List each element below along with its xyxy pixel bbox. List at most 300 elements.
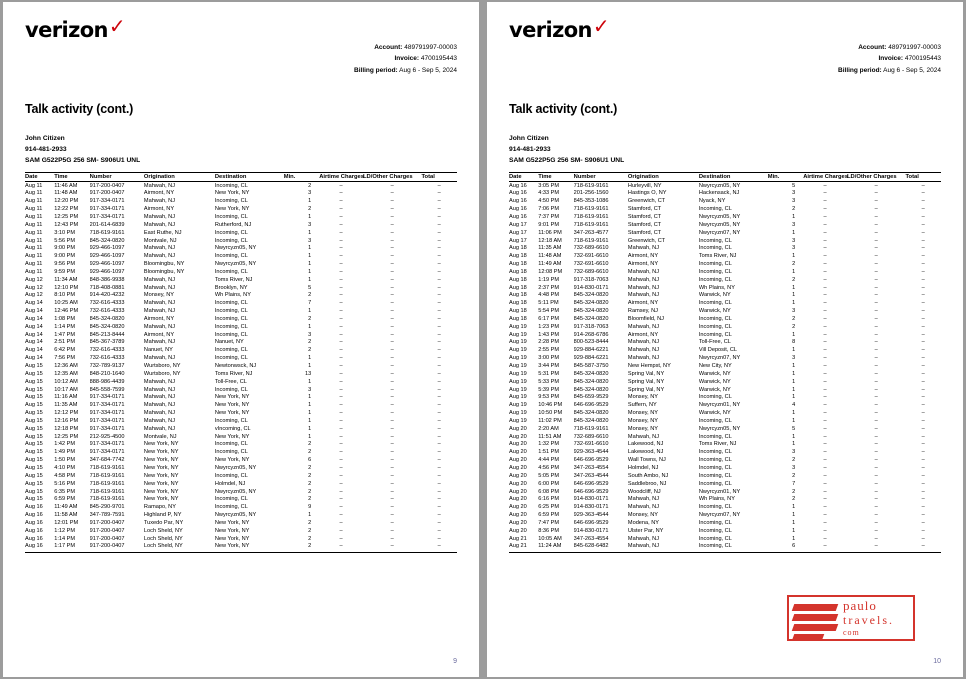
cell-dest: Warwick, NY xyxy=(698,292,731,299)
col-minutes: Min. xyxy=(768,173,803,182)
cell-dest: Incoming, CL xyxy=(214,300,248,307)
cell-air: – xyxy=(823,292,827,299)
cell-date: Aug 11 xyxy=(25,237,43,244)
cell-dest: Nwyrcyzn05, NY xyxy=(214,245,257,252)
cell-num: 914-420-4232 xyxy=(89,292,125,299)
cell-air: – xyxy=(339,213,343,220)
table-row xyxy=(509,237,941,245)
cell-tot: – xyxy=(437,355,441,362)
cell-ld: – xyxy=(390,308,394,315)
cell-tot: – xyxy=(921,339,925,346)
cell-num: 845-587-3750 xyxy=(573,363,609,370)
cell-tot: – xyxy=(437,496,441,503)
cell-ld: – xyxy=(874,221,878,228)
cell-num: 917-200-0407 xyxy=(89,535,125,542)
cell-num: 845-628-6482 xyxy=(574,543,628,552)
cell-orig: Mahwah, NJ xyxy=(627,535,660,542)
cell-air: – xyxy=(339,331,343,338)
subscriber-name: John Citizen xyxy=(509,135,549,143)
cell-ld: – xyxy=(390,417,394,424)
cell-min: 1 xyxy=(792,284,796,291)
table-row xyxy=(25,269,457,277)
cell-dest: New York, NY xyxy=(214,394,250,401)
cell-min: 1 xyxy=(792,527,796,534)
cell-dest: Incoming, CL xyxy=(214,323,248,330)
table-row xyxy=(509,276,941,284)
cell-orig: Stamford, CT xyxy=(627,206,662,213)
cell-date: Aug 17 xyxy=(509,229,527,236)
cell-ld: – xyxy=(390,206,394,213)
cell-ld: – xyxy=(874,363,878,370)
cell-tot: – xyxy=(437,363,441,370)
cell-date: Aug 15 xyxy=(25,425,43,432)
table-row xyxy=(509,520,941,528)
cell-air: – xyxy=(339,394,343,401)
cell-orig: Mahwah, NJ xyxy=(143,378,176,385)
cell-tot: – xyxy=(921,268,925,275)
cell-num: 917-334-0171 xyxy=(89,441,125,448)
cell-orig: Ulster Par, NY xyxy=(627,527,664,534)
cell-orig: Mahwah, NJ xyxy=(143,198,176,205)
table-row xyxy=(509,402,941,410)
cell-date: Aug 20 xyxy=(509,488,527,495)
cell-time: 11:58 AM xyxy=(54,512,78,519)
cell-date: Aug 11 xyxy=(25,190,43,197)
cell-min: 13 xyxy=(304,370,312,377)
cell-air: – xyxy=(339,410,343,417)
cell-time: 1:49 PM xyxy=(54,449,76,456)
cell-ld: – xyxy=(874,213,878,220)
cell-num: 718-619-9161 xyxy=(573,206,609,213)
cell-tot: – xyxy=(921,229,925,236)
cell-date: Aug 11 xyxy=(25,245,43,252)
cell-orig: South Ambo, NJ xyxy=(627,472,669,479)
cell-num: 732-689-6610 xyxy=(573,245,609,252)
cell-tot: – xyxy=(437,182,441,189)
cell-orig: Hastings O, NY xyxy=(627,190,667,197)
cell-ld: – xyxy=(363,543,421,552)
cell-date: Aug 14 xyxy=(25,323,43,330)
verizon-logo xyxy=(509,14,618,42)
cell-orig: Suffern, NY xyxy=(627,402,657,409)
cell-min: 2 xyxy=(308,347,312,354)
cell-time: 11:51 AM xyxy=(538,433,562,440)
cell-dest: Incoming, CL xyxy=(214,355,248,362)
cell-date: Aug 14 xyxy=(25,315,43,322)
cell-dest: Incoming, CL xyxy=(698,464,732,471)
cell-time: 4:58 PM xyxy=(54,472,76,479)
table-row xyxy=(509,504,941,512)
cell-num: 917-334-0171 xyxy=(89,417,125,424)
cell-tot: – xyxy=(921,213,925,220)
cell-date: Aug 14 xyxy=(25,308,43,315)
table-row xyxy=(25,371,457,379)
cell-date: Aug 14 xyxy=(25,331,43,338)
cell-num: 845-324-0820 xyxy=(89,323,125,330)
table-row xyxy=(509,331,941,339)
cell-dest: Incoming, CL xyxy=(698,480,732,487)
cell-tot: – xyxy=(437,394,441,401)
table-row xyxy=(509,339,941,347)
cell-min: 3 xyxy=(792,237,796,244)
account-value: 489791997-00003 xyxy=(888,44,941,51)
cell-tot: – xyxy=(437,284,441,291)
col-airtime-charges: Airtime Charges xyxy=(319,174,364,181)
cell-air: – xyxy=(339,402,343,409)
cell-orig: Mahwah, NJ xyxy=(143,182,176,189)
cell-dest: Nwyrcyzn07, NY xyxy=(698,229,741,236)
cell-date: Aug 20 xyxy=(509,527,527,534)
table-row xyxy=(509,449,941,457)
cell-dest: Nwyrcyzn05, NY xyxy=(214,488,257,495)
cell-num: 929-884-6221 xyxy=(573,355,609,362)
cell-tot: – xyxy=(921,292,925,299)
table-row xyxy=(509,229,941,237)
cell-ld: – xyxy=(390,488,394,495)
table-body-page-10 xyxy=(509,182,941,552)
table-row xyxy=(25,292,457,300)
cell-air: – xyxy=(339,339,343,346)
cell-min: 1 xyxy=(792,535,796,542)
cell-air: – xyxy=(823,308,827,315)
table-header-row xyxy=(25,173,457,182)
cell-time: 7:06 PM xyxy=(538,206,560,213)
cell-air: – xyxy=(823,449,827,456)
cell-num: 929-466-1097 xyxy=(89,261,125,268)
table-row xyxy=(509,323,941,331)
cell-dest: Nwyrcyzn05, NY xyxy=(698,425,741,432)
cell-tot: – xyxy=(921,237,925,244)
table-row xyxy=(509,433,941,441)
cell-orig: Mahwah, NJ xyxy=(143,394,176,401)
cell-ld: – xyxy=(390,496,394,503)
cell-time: 12:10 PM xyxy=(54,284,79,291)
cell-orig: Mahwah, NJ xyxy=(627,339,660,346)
cell-dest: Wh Plains, NY xyxy=(698,284,735,291)
cell-dest: Wh Plains, NY xyxy=(214,292,251,299)
cell-num: 917-318-7063 xyxy=(573,276,609,283)
cell-orig: Greenwich, CT xyxy=(627,198,666,205)
cell-orig: Montvale, NJ xyxy=(143,433,177,440)
cell-orig: Loch Sheld, NY xyxy=(143,527,183,534)
cell-min: 1 xyxy=(308,410,312,417)
cell-min: 1 xyxy=(792,370,796,377)
cell-ld: – xyxy=(390,472,394,479)
cell-dest: Incoming, CL xyxy=(698,535,732,542)
cell-dest: Holmdel, NJ xyxy=(214,480,246,487)
cell-min: 1 xyxy=(792,268,796,275)
cell-num: 800-523-8444 xyxy=(573,339,609,346)
cell-air: – xyxy=(339,378,343,385)
cell-ld: – xyxy=(390,363,394,370)
cell-min: 1 xyxy=(792,347,796,354)
cell-date: Aug 15 xyxy=(25,410,43,417)
cell-num: 845-558-7599 xyxy=(89,386,125,393)
cell-tot: – xyxy=(921,206,925,213)
cell-tot: – xyxy=(437,488,441,495)
table-header xyxy=(25,173,457,182)
cell-date: Aug 20 xyxy=(509,425,527,432)
cell-time: 6:25 PM xyxy=(538,504,560,511)
cell-air: – xyxy=(823,425,827,432)
cell-ld: – xyxy=(390,433,394,440)
cell-tot: – xyxy=(921,370,925,377)
table-row xyxy=(509,363,941,371)
cell-air: – xyxy=(339,519,343,526)
cell-date: Aug 18 xyxy=(509,276,527,283)
cell-num: 732-616-4333 xyxy=(89,355,125,362)
cell-orig: New York, NY xyxy=(143,472,179,479)
cell-orig: Tuxedo Par, NY xyxy=(143,519,184,526)
cell-tot: – xyxy=(921,315,925,322)
table-row xyxy=(25,543,457,552)
cell-tot: – xyxy=(437,323,441,330)
cell-air: – xyxy=(339,425,343,432)
cell-date: Aug 19 xyxy=(509,394,527,401)
cell-orig: Holmdel, NJ xyxy=(627,464,659,471)
cell-tot: – xyxy=(921,182,925,189)
cell-air: – xyxy=(823,221,827,228)
cell-orig: Airmont, NY xyxy=(627,253,659,260)
cell-date: Aug 19 xyxy=(509,363,527,370)
cell-time: 11:35 AM xyxy=(54,402,78,409)
cell-air: – xyxy=(823,300,827,307)
cell-date: Aug 11 xyxy=(25,268,43,275)
cell-dest: Incoming, CL xyxy=(698,237,732,244)
cell-orig: Woodcliff, NJ xyxy=(627,488,661,495)
cell-time: 2:20 AM xyxy=(538,425,559,432)
cell-date: Aug 20 xyxy=(509,480,527,487)
table-row xyxy=(25,221,457,229)
cell-date: Aug 15 xyxy=(25,472,43,479)
cell-time: 12:25 PM xyxy=(54,213,79,220)
cell-min: 1 xyxy=(308,213,312,220)
cell-date: Aug 15 xyxy=(25,378,43,385)
cell-tot: – xyxy=(437,370,441,377)
cell-min: 6 xyxy=(308,457,312,464)
cell-ld: – xyxy=(874,245,878,252)
table-row xyxy=(509,300,941,308)
cell-time: 5:11 PM xyxy=(538,300,559,307)
cell-min: 1 xyxy=(308,363,312,370)
page-title: Talk activity (cont.) xyxy=(509,102,618,117)
cell-dest: New York, NY xyxy=(214,519,250,526)
cell-tot: – xyxy=(921,527,925,534)
cell-num: 646-696-9529 xyxy=(573,519,609,526)
cell-tot: – xyxy=(437,386,441,393)
cell-ld: – xyxy=(390,190,394,197)
cell-orig: Mahwah, NJ xyxy=(143,308,176,315)
cell-time: 12:01 PM xyxy=(54,519,79,526)
cell-time: 10:17 AM xyxy=(54,386,78,393)
cell-tot: – xyxy=(437,253,441,260)
cell-orig: Ramsey, NJ xyxy=(627,308,658,315)
cell-orig: Spring Val, NY xyxy=(627,378,665,385)
cell-air: – xyxy=(339,198,343,205)
cell-orig: Loch Sheld, NY xyxy=(143,535,183,542)
cell-orig: Mahwah, NJ xyxy=(627,347,660,354)
cell-air: – xyxy=(823,457,827,464)
cell-tot: – xyxy=(921,496,925,503)
cell-tot: – xyxy=(437,512,441,519)
cell-tot: – xyxy=(921,253,925,260)
cell-time: 12:36 AM xyxy=(54,363,78,370)
cell-air: – xyxy=(339,527,343,534)
cell-time: 12:16 PM xyxy=(54,417,79,424)
cell-time: 7:56 PM xyxy=(54,355,76,362)
cell-date: Aug 16 xyxy=(509,182,527,189)
cell-min: 1 xyxy=(308,268,312,275)
table-row xyxy=(509,465,941,473)
cell-min: 2 xyxy=(308,182,312,189)
cell-orig: Mahwah, NJ xyxy=(143,355,176,362)
cell-ld: – xyxy=(390,457,394,464)
cell-tot: – xyxy=(437,268,441,275)
cell-date: Aug 19 xyxy=(509,347,527,354)
page-header xyxy=(509,14,941,76)
table-row xyxy=(25,237,457,245)
cell-orig: Mahwah, NJ xyxy=(143,221,176,228)
billing-line xyxy=(354,65,457,76)
table-row xyxy=(509,316,941,324)
cell-min: 1 xyxy=(308,433,312,440)
cell-num: 718-619-9161 xyxy=(89,464,125,471)
cell-num: 845-324-0820 xyxy=(89,237,125,244)
cell-dest: Incoming, CL xyxy=(214,504,248,511)
stamp-bars-icon xyxy=(793,600,839,636)
cell-min: 2 xyxy=(792,457,796,464)
cell-dest: Incoming, CL xyxy=(214,441,248,448)
subscriber-block xyxy=(25,133,457,166)
cell-date: Aug 16 xyxy=(509,213,527,220)
table-row xyxy=(509,535,941,543)
cell-air: – xyxy=(823,268,827,275)
cell-num: 347-789-7591 xyxy=(89,512,125,519)
table-row xyxy=(25,457,457,465)
cell-min: 2 xyxy=(792,323,796,330)
cell-ld: – xyxy=(874,504,878,511)
cell-time: 5:39 PM xyxy=(538,386,560,393)
cell-tot: – xyxy=(921,425,925,432)
cell-date: Aug 21 xyxy=(509,535,527,542)
cell-date: Aug 18 xyxy=(509,261,527,268)
cell-date: Aug 17 xyxy=(509,221,527,228)
cell-num: 917-334-0171 xyxy=(89,449,125,456)
cell-num: 914-268-6786 xyxy=(573,331,609,338)
cell-min: 2 xyxy=(308,496,312,503)
cell-date: Aug 15 xyxy=(25,363,43,370)
cell-air: – xyxy=(823,182,827,189)
cell-ld: – xyxy=(874,370,878,377)
cell-min: 1 xyxy=(792,433,796,440)
cell-min: 3 xyxy=(308,190,312,197)
col-destination: Destination xyxy=(215,173,284,182)
cell-time: 12:43 PM xyxy=(54,221,79,228)
cell-min: 3 xyxy=(792,464,796,471)
cell-tot: – xyxy=(437,315,441,322)
cell-air: – xyxy=(823,339,827,346)
cell-num: 718-619-9161 xyxy=(573,182,609,189)
cell-date: Aug 15 xyxy=(25,433,43,440)
invoice-line xyxy=(354,53,457,64)
cell-tot: – xyxy=(921,402,925,409)
cell-min: 2 xyxy=(792,496,796,503)
cell-dest: vIncoming, CL xyxy=(214,425,251,432)
cell-min: 2 xyxy=(792,206,796,213)
cell-air: – xyxy=(339,386,343,393)
cell-ld: – xyxy=(390,464,394,471)
cell-ld: – xyxy=(390,378,394,385)
cell-date: Aug 11 xyxy=(25,198,43,205)
cell-date: Aug 19 xyxy=(509,378,527,385)
cell-min: 2 xyxy=(284,543,319,552)
cell-dest: Nanuet, NY xyxy=(214,339,244,346)
cell-dest: Wh Plains, NY xyxy=(698,496,735,503)
cell-tot: – xyxy=(921,300,925,307)
cell-air: – xyxy=(339,370,343,377)
cell-orig: Highland P, NY xyxy=(143,512,182,519)
cell-ld: – xyxy=(390,198,394,205)
cell-date: Aug 11 xyxy=(25,213,43,220)
cell-num: 845-324-0820 xyxy=(573,292,609,299)
cell-tot: – xyxy=(421,543,457,552)
cell-ld: – xyxy=(390,213,394,220)
cell-air: – xyxy=(339,363,343,370)
cell-dest: Incoming, CL xyxy=(214,331,248,338)
cell-time: 1:43 PM xyxy=(538,331,560,338)
cell-date: Aug 20 xyxy=(509,472,527,479)
table-row xyxy=(25,323,457,331)
cell-air: – xyxy=(339,315,343,322)
cell-ld: – xyxy=(874,206,878,213)
cell-ld: – xyxy=(874,410,878,417)
billing-label: Billing period: xyxy=(354,66,398,74)
cell-time: 4:56 PM xyxy=(538,464,560,471)
cell-time: 1:14 PM xyxy=(54,323,76,330)
cell-ld: – xyxy=(874,190,878,197)
cell-dest: Incoming, CL xyxy=(214,182,248,189)
cell-ld: – xyxy=(874,441,878,448)
cell-ld: – xyxy=(874,300,878,307)
cell-air: – xyxy=(339,284,343,291)
brand-text: verizon xyxy=(25,18,108,42)
cell-tot: – xyxy=(921,480,925,487)
cell-air: – xyxy=(823,433,827,440)
cell-orig: East Ruthe, NJ xyxy=(143,229,182,236)
cell-time: 6:17 PM xyxy=(538,315,560,322)
cell-num: 718-619-9161 xyxy=(89,480,125,487)
cell-num: 732-689-6610 xyxy=(573,268,609,275)
cell-min: 1 xyxy=(308,425,312,432)
cell-air: – xyxy=(339,323,343,330)
cell-num: 347-263-4554 xyxy=(573,464,609,471)
cell-min: 2 xyxy=(308,535,312,542)
cell-num: 914-830-0171 xyxy=(573,284,609,291)
cell-num: 917-200-0407 xyxy=(89,190,125,197)
cell-dest: Nwyrcyzn05, NY xyxy=(214,261,257,268)
table-row xyxy=(25,339,457,347)
cell-tot: – xyxy=(437,347,441,354)
cell-ld: – xyxy=(390,425,394,432)
cell-dest: Toms River, NJ xyxy=(214,276,253,283)
table-row xyxy=(25,300,457,308)
cell-tot: – xyxy=(437,464,441,471)
cell-ld: – xyxy=(874,457,878,464)
cell-air: – xyxy=(823,417,827,424)
cell-time: 11:02 PM xyxy=(538,417,562,424)
cell-min: 5 xyxy=(308,284,312,291)
subscriber-device: SAM G522P5G 256 SM- S906U1 UNL xyxy=(509,157,625,165)
